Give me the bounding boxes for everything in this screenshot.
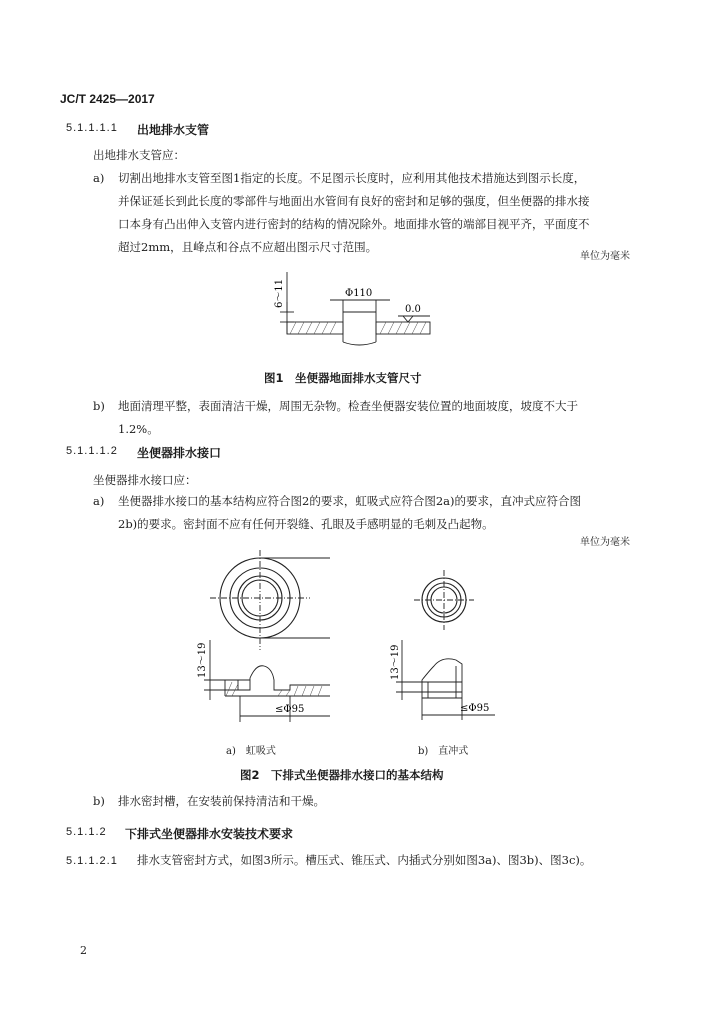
page-number: 2 xyxy=(80,944,87,957)
clause-title: 坐便器排水接口 xyxy=(137,446,222,460)
text-line: 1.2%。 xyxy=(118,422,159,436)
figure-2b-drawing xyxy=(380,570,520,730)
dim-height-label: 6～11 xyxy=(274,278,285,308)
dim-diameter-label: ≤Φ95 xyxy=(460,703,490,714)
item-text: 排水密封槽，在安装前保持清洁和干燥。 xyxy=(118,794,325,808)
text-line: 地面清理平整，表面清洁干燥，周围无杂物。检查坐便器安装位置的地面坡度，坡度不大于 xyxy=(118,399,578,413)
unit-note: 单位为毫米 xyxy=(580,537,630,548)
figure-1-caption: 图1 坐便器地面排水支管尺寸 xyxy=(264,371,422,385)
text-line: 超过2mm，且峰点和谷点不应超出图示尺寸范围。 xyxy=(118,240,378,254)
item-label: b) xyxy=(93,399,105,413)
item-text xyxy=(118,395,578,441)
text-line: 坐便器排水接口的基本结构应符合图2的要求，虹吸式应符合图2a)的要求，直冲式应符合图 xyxy=(118,494,581,508)
level-label: 0.0 xyxy=(405,304,421,315)
dim-diameter-label: ≤Φ95 xyxy=(275,704,305,715)
figure-2a-drawing xyxy=(190,550,350,730)
clause-title: 下排式坐便器排水安装技术要求 xyxy=(125,827,294,841)
text-line: 口本身有凸出伸入支管内进行密封的结构的情况除外。地面排水管的端部目视平齐，平面度不 xyxy=(118,217,590,231)
clause-number: 5.1.1.1.2 xyxy=(66,445,118,457)
text-line: 2b)的要求。密封面不应有任何开裂缝、孔眼及手感明显的毛刺及凸起物。 xyxy=(118,517,494,531)
subfigure-label: b) 直冲式 xyxy=(418,746,469,757)
clause-number: 5.1.1.2 xyxy=(66,826,107,838)
clause-number: 5.1.1.1.1 xyxy=(66,122,118,134)
item-text xyxy=(118,167,590,259)
figure-2-caption: 图2 下排式坐便器排水接口的基本结构 xyxy=(240,768,444,782)
item-label: a) xyxy=(93,171,105,185)
dim-diameter-label: Φ110 xyxy=(345,288,373,299)
item-label: a) xyxy=(93,494,105,508)
subfigure-label: a) 虹吸式 xyxy=(226,746,276,757)
paragraph-intro: 出地排水支管应： xyxy=(93,148,185,162)
clause-title: 出地排水支管 xyxy=(137,123,210,137)
standard-code: JC/T 2425—2017 xyxy=(60,92,155,106)
item-text xyxy=(118,490,581,536)
clause-number: 5.1.1.2.1 xyxy=(66,855,118,867)
text-line: 切割出地排水支管至图1指定的长度。不足图示长度时，应利用其他技术措施达到图示长度， xyxy=(118,171,586,185)
item-label: b) xyxy=(93,794,105,808)
unit-note: 单位为毫米 xyxy=(580,251,630,262)
dim-height-label: 13～19 xyxy=(390,644,401,680)
paragraph-intro: 坐便器排水接口应： xyxy=(93,473,197,487)
clause-text: 排水支管密封方式，如图3所示。槽压式、锥压式、内插式分别如图3a)、图3b)、图3c)。 xyxy=(137,853,592,867)
dim-height-label: 13～19 xyxy=(197,642,208,678)
text-line: 并保证延长到此长度的零部件与地面出水管间有良好的密封和足够的强度，但坐便器的排水接 xyxy=(118,194,590,208)
figure-1-drawing xyxy=(260,272,460,364)
